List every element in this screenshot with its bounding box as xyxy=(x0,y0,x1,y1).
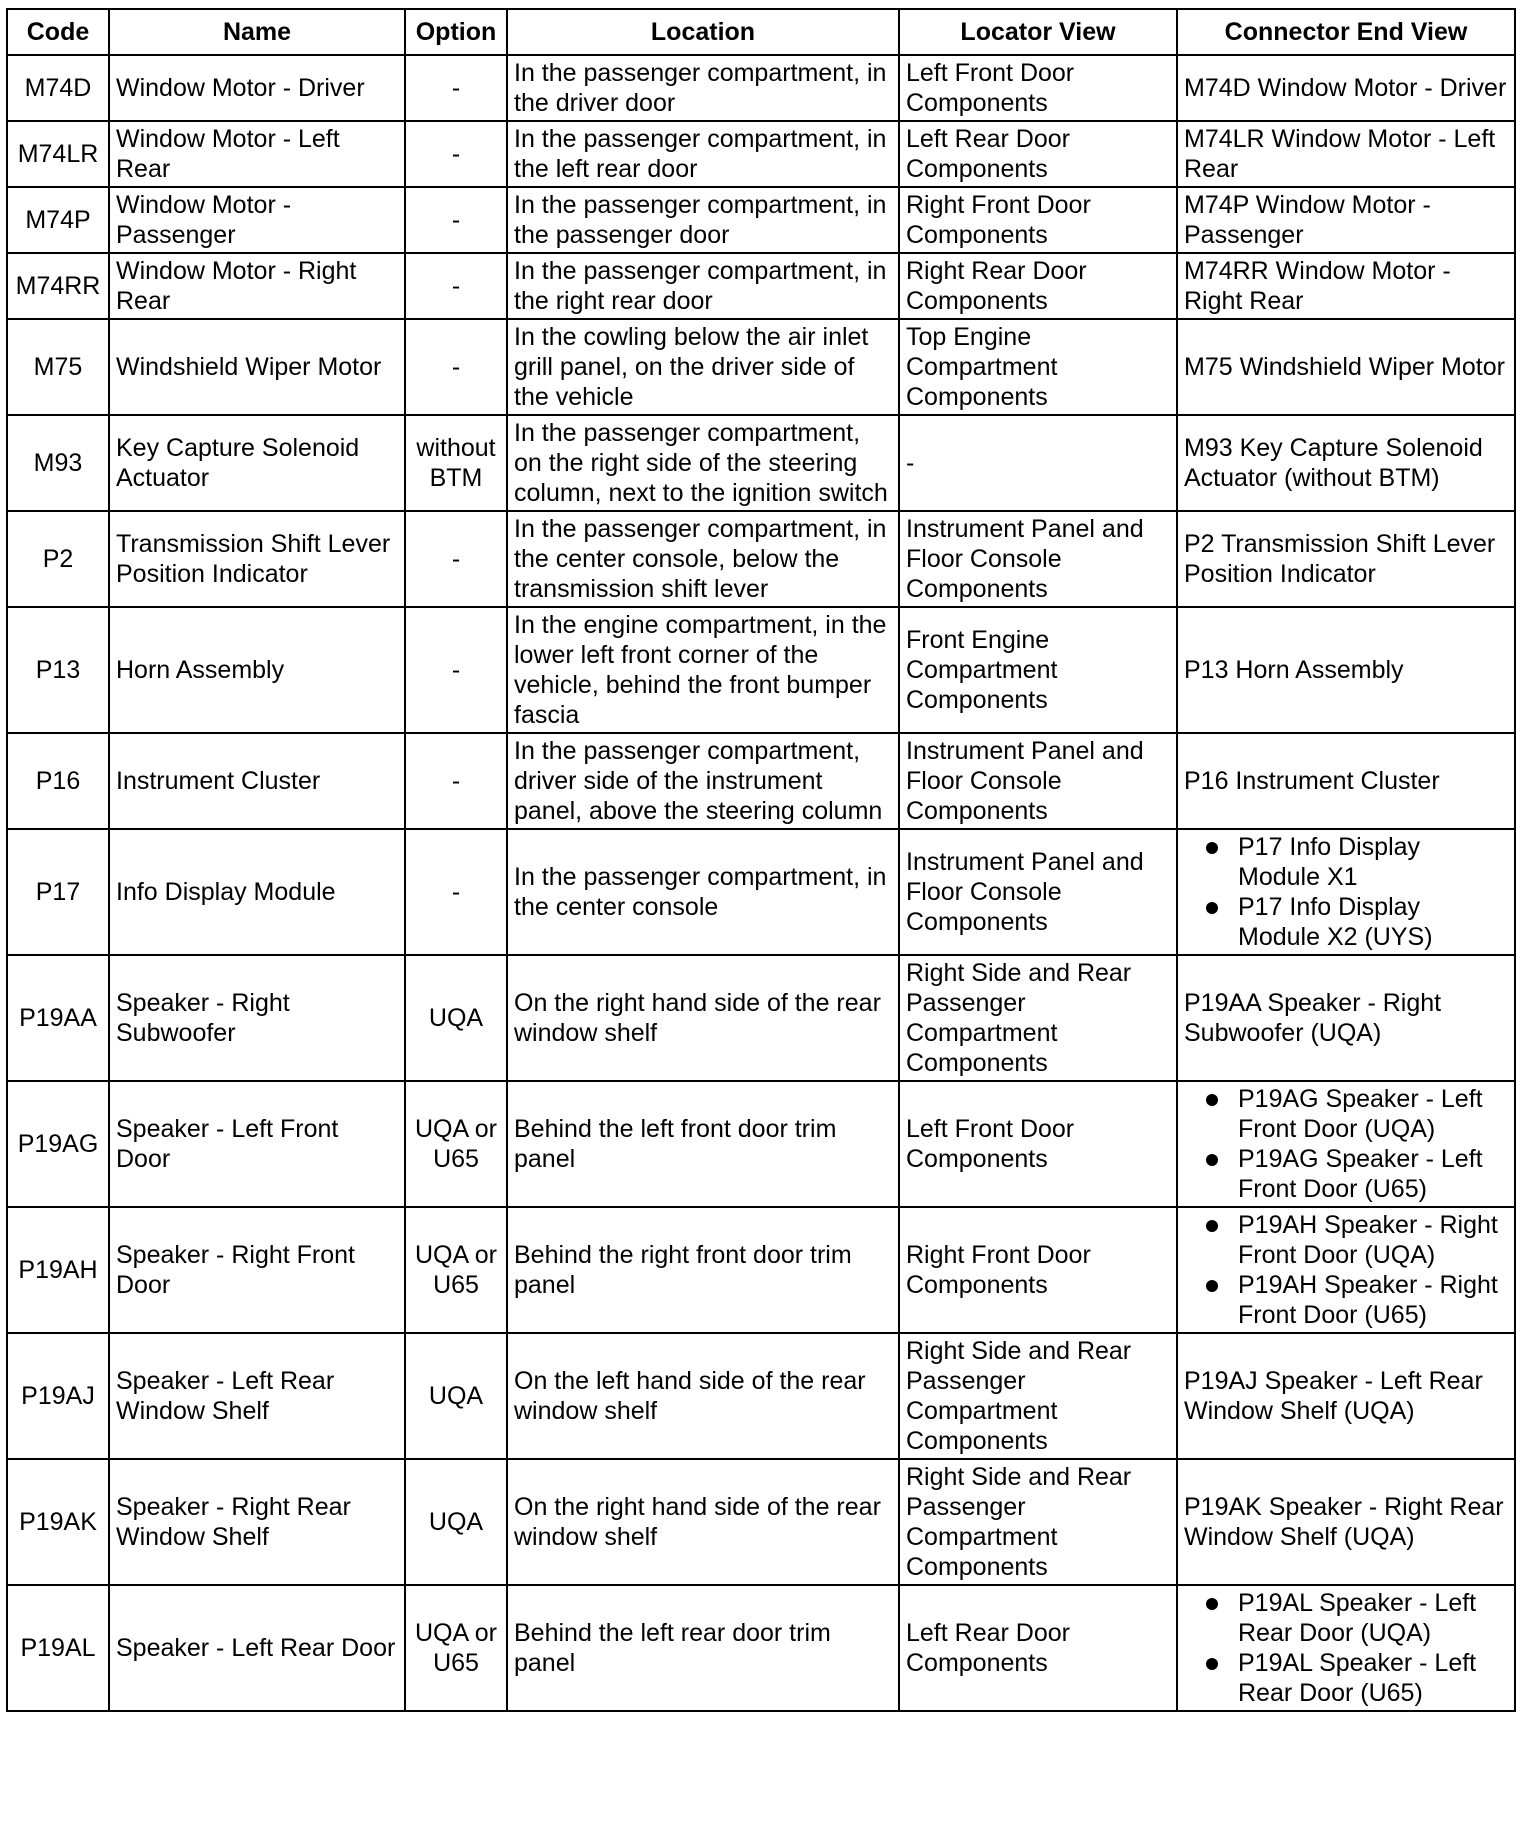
connector-list xyxy=(1184,832,1508,952)
cell-connector-end-view xyxy=(1177,1081,1515,1207)
cell-option: - xyxy=(405,511,507,607)
connector-list-item: P19AH Speaker - Right Front Door (UQA) xyxy=(1184,1210,1508,1270)
cell-connector-end-view xyxy=(1177,1585,1515,1711)
cell-option: UQA xyxy=(405,1333,507,1459)
table-row xyxy=(7,187,1515,253)
connector-list-item: P19AG Speaker - Left Front Door (U65) xyxy=(1184,1144,1508,1204)
cell-option: UQA or U65 xyxy=(405,1207,507,1333)
cell-location: Behind the right front door trim panel xyxy=(507,1207,899,1333)
cell-option: - xyxy=(405,319,507,415)
cell-connector-end-view: M74P Window Motor - Passenger xyxy=(1177,187,1515,253)
cell-locator-view: Right Side and Rear Passenger Compartment Components xyxy=(899,955,1177,1081)
cell-location: In the passenger compartment, in the left rear door xyxy=(507,121,899,187)
header-location: Location xyxy=(507,9,899,55)
cell-code: P19AH xyxy=(7,1207,109,1333)
cell-locator-view: - xyxy=(899,415,1177,511)
cell-connector-end-view: M74D Window Motor - Driver xyxy=(1177,55,1515,121)
table-row xyxy=(7,253,1515,319)
table-row xyxy=(7,733,1515,829)
cell-code: P19AG xyxy=(7,1081,109,1207)
cell-connector-end-view: P13 Horn Assembly xyxy=(1177,607,1515,733)
header-name: Name xyxy=(109,9,405,55)
cell-locator-view: Left Rear Door Components xyxy=(899,121,1177,187)
cell-location: In the cowling below the air inlet grill panel, on the driver side of the vehicle xyxy=(507,319,899,415)
cell-option: - xyxy=(405,121,507,187)
cell-name: Speaker - Left Rear Door xyxy=(109,1585,405,1711)
cell-name: Speaker - Right Front Door xyxy=(109,1207,405,1333)
cell-code: P19AA xyxy=(7,955,109,1081)
cell-location: In the passenger compartment, in the driver door xyxy=(507,55,899,121)
table-row xyxy=(7,55,1515,121)
cell-option: - xyxy=(405,253,507,319)
table-row xyxy=(7,1081,1515,1207)
cell-name: Speaker - Right Subwoofer xyxy=(109,955,405,1081)
cell-option: UQA xyxy=(405,955,507,1081)
header-connector-end-view: Connector End View xyxy=(1177,9,1515,55)
cell-locator-view: Right Rear Door Components xyxy=(899,253,1177,319)
connector-list xyxy=(1184,1084,1508,1204)
cell-location: In the passenger compartment, in the center console, below the transmission shift lever xyxy=(507,511,899,607)
cell-connector-end-view: M74LR Window Motor - Left Rear xyxy=(1177,121,1515,187)
cell-code: M74RR xyxy=(7,253,109,319)
connector-list-item: P19AL Speaker - Left Rear Door (U65) xyxy=(1184,1648,1508,1708)
cell-option: - xyxy=(405,55,507,121)
cell-connector-end-view: M74RR Window Motor - Right Rear xyxy=(1177,253,1515,319)
table-row xyxy=(7,319,1515,415)
cell-name: Transmission Shift Lever Position Indicator xyxy=(109,511,405,607)
cell-code: M93 xyxy=(7,415,109,511)
cell-locator-view: Left Rear Door Components xyxy=(899,1585,1177,1711)
cell-locator-view: Left Front Door Components xyxy=(899,55,1177,121)
cell-code: P19AJ xyxy=(7,1333,109,1459)
cell-connector-end-view: P16 Instrument Cluster xyxy=(1177,733,1515,829)
cell-option: UQA or U65 xyxy=(405,1585,507,1711)
connector-list-item: P19AH Speaker - Right Front Door (U65) xyxy=(1184,1270,1508,1330)
header-locator-view: Locator View xyxy=(899,9,1177,55)
cell-location: In the passenger compartment, in the passenger door xyxy=(507,187,899,253)
cell-location: In the engine compartment, in the lower left front corner of the vehicle, behind the front bumper fascia xyxy=(507,607,899,733)
cell-connector-end-view xyxy=(1177,829,1515,955)
cell-name: Speaker - Left Front Door xyxy=(109,1081,405,1207)
cell-location: In the passenger compartment, in the center console xyxy=(507,829,899,955)
cell-locator-view: Instrument Panel and Floor Console Components xyxy=(899,511,1177,607)
cell-name: Instrument Cluster xyxy=(109,733,405,829)
cell-location: On the left hand side of the rear window shelf xyxy=(507,1333,899,1459)
cell-name: Window Motor - Right Rear xyxy=(109,253,405,319)
cell-connector-end-view: P19AK Speaker - Right Rear Window Shelf (UQA) xyxy=(1177,1459,1515,1585)
header-code: Code xyxy=(7,9,109,55)
header-option: Option xyxy=(405,9,507,55)
cell-name: Speaker - Left Rear Window Shelf xyxy=(109,1333,405,1459)
cell-option: UQA or U65 xyxy=(405,1081,507,1207)
cell-location: Behind the left front door trim panel xyxy=(507,1081,899,1207)
cell-code: P16 xyxy=(7,733,109,829)
cell-locator-view: Right Side and Rear Passenger Compartment Components xyxy=(899,1459,1177,1585)
connector-list xyxy=(1184,1588,1508,1708)
cell-name: Key Capture Solenoid Actuator xyxy=(109,415,405,511)
table-row xyxy=(7,121,1515,187)
cell-location: On the right hand side of the rear window shelf xyxy=(507,955,899,1081)
component-locator-table xyxy=(6,8,1516,1712)
cell-locator-view: Left Front Door Components xyxy=(899,1081,1177,1207)
connector-list-item: P17 Info Display Module X2 (UYS) xyxy=(1184,892,1508,952)
table-row xyxy=(7,955,1515,1081)
cell-option: - xyxy=(405,733,507,829)
cell-option: UQA xyxy=(405,1459,507,1585)
table-row xyxy=(7,1333,1515,1459)
cell-locator-view: Top Engine Compartment Components xyxy=(899,319,1177,415)
table-row xyxy=(7,1585,1515,1711)
cell-code: P13 xyxy=(7,607,109,733)
cell-code: M74P xyxy=(7,187,109,253)
cell-location: Behind the left rear door trim panel xyxy=(507,1585,899,1711)
cell-code: P19AL xyxy=(7,1585,109,1711)
cell-connector-end-view xyxy=(1177,1207,1515,1333)
cell-name: Speaker - Right Rear Window Shelf xyxy=(109,1459,405,1585)
table-row xyxy=(7,511,1515,607)
table-row xyxy=(7,829,1515,955)
cell-name: Window Motor - Passenger xyxy=(109,187,405,253)
cell-connector-end-view: P2 Transmission Shift Lever Position Indicator xyxy=(1177,511,1515,607)
cell-name: Windshield Wiper Motor xyxy=(109,319,405,415)
cell-option: without BTM xyxy=(405,415,507,511)
cell-name: Window Motor - Left Rear xyxy=(109,121,405,187)
cell-option: - xyxy=(405,187,507,253)
cell-locator-view: Instrument Panel and Floor Console Components xyxy=(899,829,1177,955)
connector-list-item: P19AL Speaker - Left Rear Door (UQA) xyxy=(1184,1588,1508,1648)
cell-locator-view: Right Side and Rear Passenger Compartment Components xyxy=(899,1333,1177,1459)
cell-code: M74LR xyxy=(7,121,109,187)
cell-connector-end-view: P19AJ Speaker - Left Rear Window Shelf (UQA) xyxy=(1177,1333,1515,1459)
cell-locator-view: Right Front Door Components xyxy=(899,1207,1177,1333)
cell-code: M75 xyxy=(7,319,109,415)
connector-list xyxy=(1184,1210,1508,1330)
cell-connector-end-view: P19AA Speaker - Right Subwoofer (UQA) xyxy=(1177,955,1515,1081)
cell-option: - xyxy=(405,607,507,733)
cell-connector-end-view: M75 Windshield Wiper Motor xyxy=(1177,319,1515,415)
cell-name: Window Motor - Driver xyxy=(109,55,405,121)
cell-name: Info Display Module xyxy=(109,829,405,955)
connector-list-item: P19AG Speaker - Left Front Door (UQA) xyxy=(1184,1084,1508,1144)
cell-option: - xyxy=(405,829,507,955)
cell-locator-view: Front Engine Compartment Components xyxy=(899,607,1177,733)
cell-name: Horn Assembly xyxy=(109,607,405,733)
table-row xyxy=(7,1207,1515,1333)
cell-location: In the passenger compartment, on the right side of the steering column, next to the ignition switch xyxy=(507,415,899,511)
cell-connector-end-view: M93 Key Capture Solenoid Actuator (without BTM) xyxy=(1177,415,1515,511)
table-row xyxy=(7,415,1515,511)
cell-location: In the passenger compartment, in the right rear door xyxy=(507,253,899,319)
cell-locator-view: Right Front Door Components xyxy=(899,187,1177,253)
cell-code: M74D xyxy=(7,55,109,121)
cell-code: P2 xyxy=(7,511,109,607)
cell-code: P19AK xyxy=(7,1459,109,1585)
table-row xyxy=(7,607,1515,733)
connector-list-item: P17 Info Display Module X1 xyxy=(1184,832,1508,892)
cell-location: In the passenger compartment, driver side of the instrument panel, above the steering column xyxy=(507,733,899,829)
cell-locator-view: Instrument Panel and Floor Console Components xyxy=(899,733,1177,829)
component-locator-page xyxy=(6,8,1516,1712)
header-row xyxy=(7,9,1515,55)
cell-location: On the right hand side of the rear window shelf xyxy=(507,1459,899,1585)
table-row xyxy=(7,1459,1515,1585)
cell-code: P17 xyxy=(7,829,109,955)
